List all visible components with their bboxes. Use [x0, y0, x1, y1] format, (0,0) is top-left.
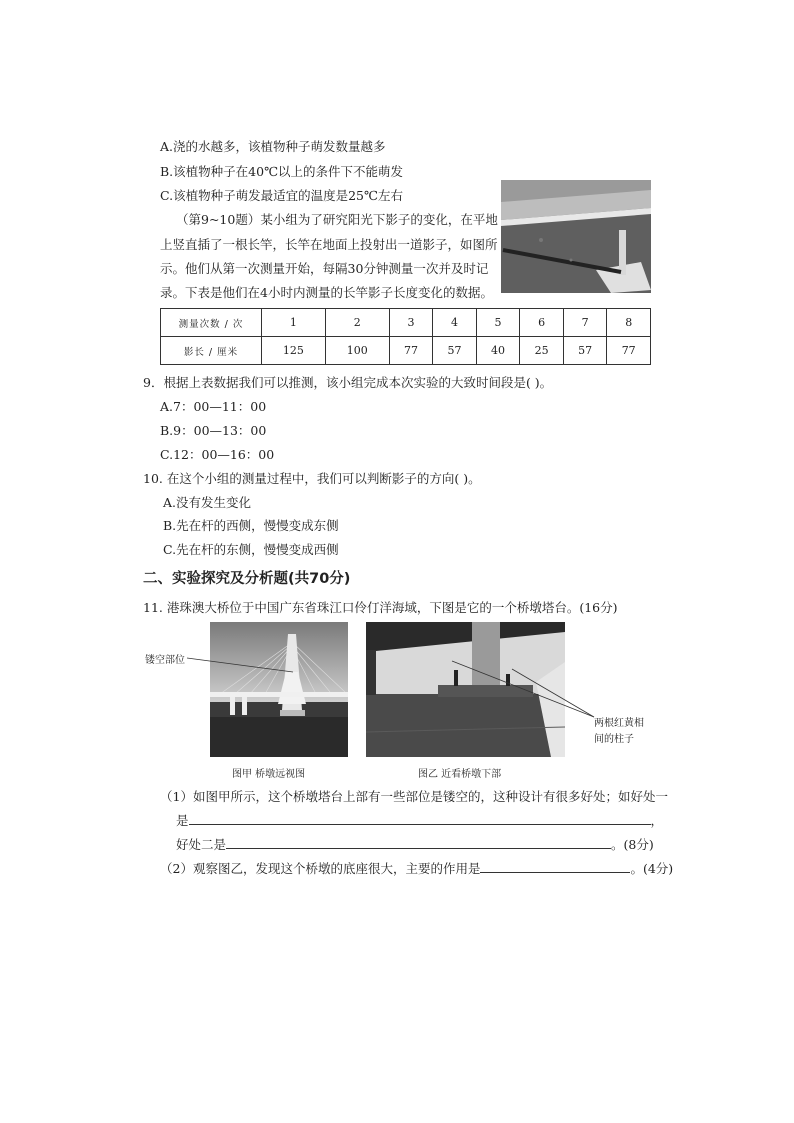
table-cell: 77	[607, 337, 651, 365]
q9-stem: 9．根据上表数据我们可以推测，该小组完成本次实验的大致时间段是( )。	[143, 375, 553, 390]
table-cell: 6	[520, 309, 564, 337]
table-cell: 57	[563, 337, 607, 365]
q10-option-c: C.先在杆的东侧，慢慢变成西侧	[163, 542, 339, 557]
table-cell: 5	[476, 309, 520, 337]
q11-sub1-line3	[176, 836, 654, 853]
table-row-label: 测量次数 / 次	[161, 309, 262, 337]
table-cell: 57	[433, 337, 477, 365]
option-b-prev: B.该植物种子在40℃以上的条件下不能萌发	[160, 164, 404, 179]
q9-option-c: C.12：00—16：00	[160, 447, 275, 462]
table-row	[161, 337, 651, 365]
bridge-far-photo	[210, 622, 348, 757]
answer-blank-3[interactable]	[480, 860, 630, 873]
q11-sub1-line2-suffix: ，	[650, 813, 664, 828]
intro-line-3: 示。他们从第一次测量开始，每隔30分钟测量一次并及时记	[160, 261, 489, 276]
q10-option-a: A.没有发生变化	[163, 495, 252, 510]
q9-option-b: B.9：00—13：00	[160, 423, 267, 438]
intro-line-2: 上竖直插了一根长竿，长竿在地面上投射出一道影子，如图所	[160, 237, 498, 252]
intro-line-1: （第9~10题）某小组为了研究阳光下影子的变化，在平地	[176, 212, 498, 227]
pillars-label-line2: 间的柱子	[594, 734, 634, 745]
table-cell: 77	[389, 337, 433, 365]
q11-sub1-line3-suffix: 。(8分)	[611, 837, 654, 852]
table-cell: 3	[389, 309, 433, 337]
q11-sub1-line2-prefix: 是	[176, 813, 189, 828]
caption-figure-a: 图甲 桥墩远视图	[232, 769, 306, 780]
pillars-pointer	[450, 655, 600, 725]
table-cell: 25	[520, 337, 564, 365]
q11-sub1-line3-prefix: 好处二是	[176, 837, 227, 852]
table-cell: 2	[325, 309, 389, 337]
caption-figure-b: 图乙 近看桥墩下部	[418, 769, 502, 780]
section-2-heading: 二、实验探究及分析题(共70分)	[143, 571, 351, 587]
table-row	[161, 309, 651, 337]
answer-blank-2[interactable]	[226, 836, 611, 849]
table-cell: 40	[476, 337, 520, 365]
intro-line-4: 录。下表是他们在4小时内测量的长竿影子长度变化的数据。	[160, 285, 493, 300]
table-cell: 1	[262, 309, 326, 337]
q11-sub2-prefix: （2）观察图乙，发现这个桥墩的底座很大，主要的作用是	[160, 861, 481, 876]
table-cell: 4	[433, 309, 477, 337]
option-a-prev: A.浇的水越多，该植物种子萌发数量越多	[160, 139, 386, 154]
q9-option-a: A.7：00—11：00	[160, 399, 267, 414]
q10-stem: 10. 在这个小组的测量过程中，我们可以判断影子的方向( )。	[143, 471, 481, 486]
table-cell: 100	[325, 337, 389, 365]
table-cell: 125	[262, 337, 326, 365]
q11-sub1-line2	[176, 812, 663, 829]
shadow-length-table	[160, 308, 651, 365]
pillars-label-line1: 两根红黄相	[594, 718, 644, 729]
q11-sub2	[160, 860, 673, 877]
answer-blank-1[interactable]	[189, 812, 651, 825]
q11-sub2-suffix: 。(4分)	[630, 861, 674, 876]
q10-option-b: B.先在杆的西侧，慢慢变成东侧	[163, 518, 339, 533]
pole-shadow-photo	[501, 180, 651, 293]
q11-sub1-line1: （1）如图甲所示，这个桥墩塔台上部有一些部位是镂空的，这种设计有很多好处；如好处一	[160, 789, 668, 804]
q11-stem: 11. 港珠澳大桥位于中国广东省珠江口伶仃洋海域，下图是它的一个桥墩塔台。(16分)	[143, 600, 618, 615]
table-cell: 8	[607, 309, 651, 337]
hollow-part-pointer	[185, 650, 305, 680]
table-row-label: 影长 / 厘米	[161, 337, 262, 365]
table-cell: 7	[563, 309, 607, 337]
option-c-prev: C.该植物种子萌发最适宜的温度是25℃左右	[160, 188, 403, 203]
hollow-part-label: 镂空部位	[145, 655, 185, 666]
